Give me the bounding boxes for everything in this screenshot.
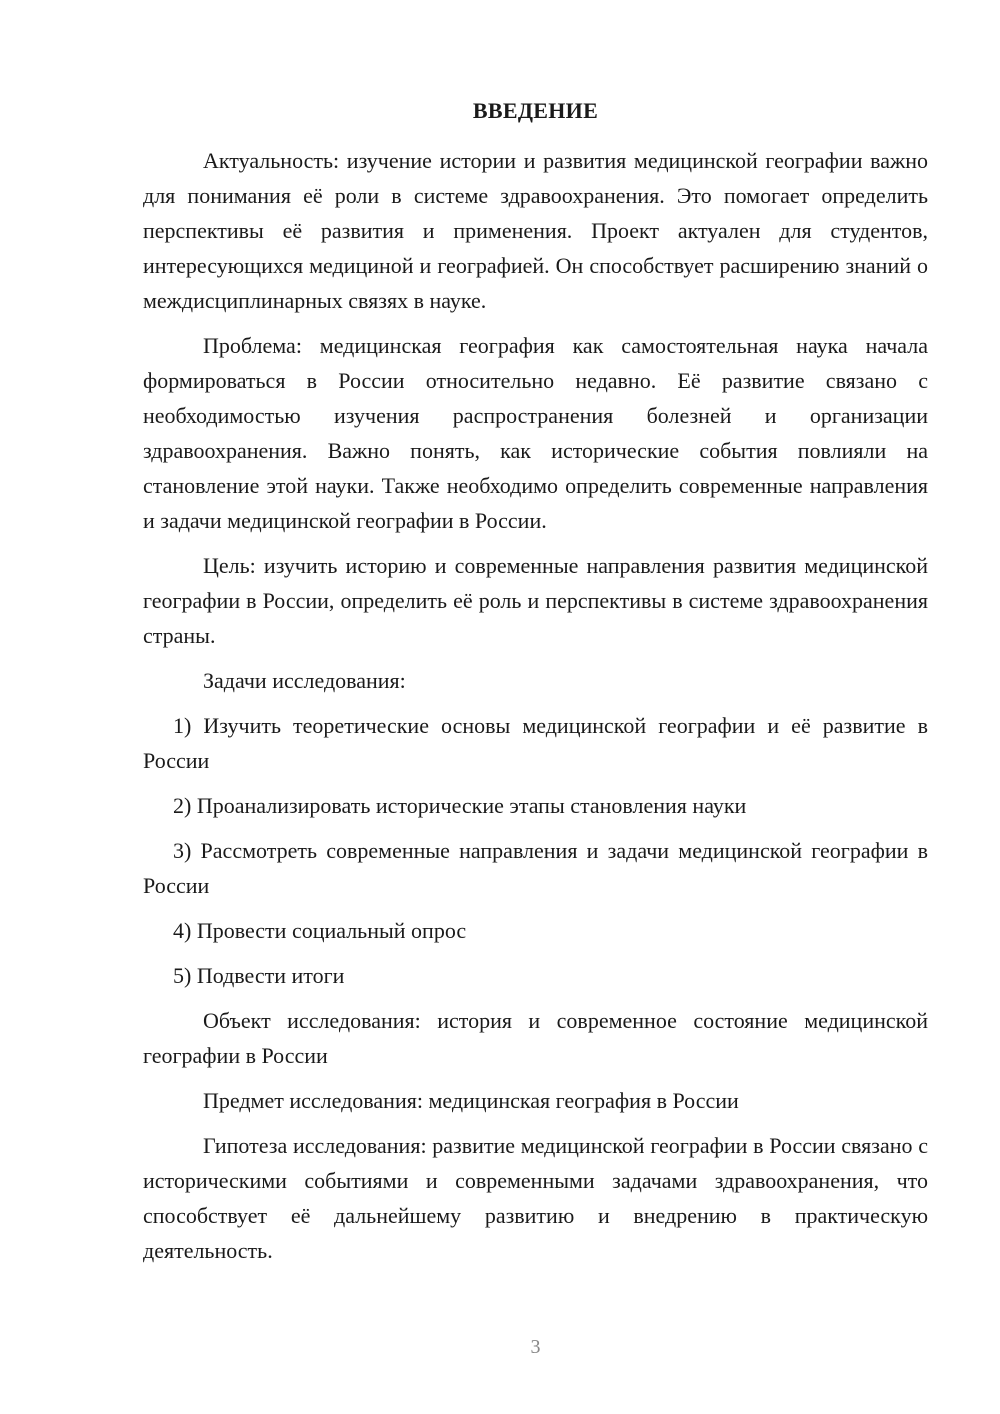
paragraph-problem: Проблема: медицинская география как самостоятельная наука начала формироваться в России относительно недавно. Её развитие связано с необходимостью изучения распространения болезней и организации здравоохранения. Важно понять, как исторические события повлияли на становление этой науки. Также необходимо определить современные направления и задачи медицинской географии в России. [143, 333, 928, 533]
task-list-item: 2) Проанализировать исторические этапы становления науки [173, 793, 747, 818]
task-list-item: 1) Изучить теоретические основы медицинской географии и её развитие в России [143, 713, 928, 773]
document-page [143, 0, 928, 1414]
paragraph-goal: Цель: изучить историю и современные направления развития медицинской географии в России, определить её роль и перспективы в системе здравоохранения страны. [143, 553, 928, 648]
page-number: 3 [530, 1336, 541, 1358]
paragraph-subject: Предмет исследования: медицинская география в России [203, 1088, 739, 1113]
task-list-item: 5) Подвести итоги [173, 963, 345, 988]
paragraph-relevance: Актуальность: изучение истории и развития медицинской географии важно для понимания её роли в системе здравоохранения. Это помогает определить перспективы её развития и применения. Проект актуален для студентов, интересующихся медициной и географией. Он способствует расширению знаний о междисциплинарных связях в науке. [143, 148, 928, 313]
section-heading: ВВЕДЕНИЕ [472, 98, 599, 123]
body-text [143, 143, 928, 1268]
task-list-item: 3) Рассмотреть современные направления и задачи медицинской географии в России [143, 838, 928, 898]
task-list-item: 4) Провести социальный опрос [173, 918, 467, 943]
paragraph-object: Объект исследования: история и современное состояние медицинской географии в России [143, 1008, 928, 1068]
paragraph-hypothesis: Гипотеза исследования: развитие медицинской географии в России связано с историческими событиями и современными задачами здравоохранения, что способствует её дальнейшему развитию и внедрению в практическую деятельность. [143, 1133, 928, 1263]
paragraph-tasks-heading: Задачи исследования: [203, 668, 406, 693]
